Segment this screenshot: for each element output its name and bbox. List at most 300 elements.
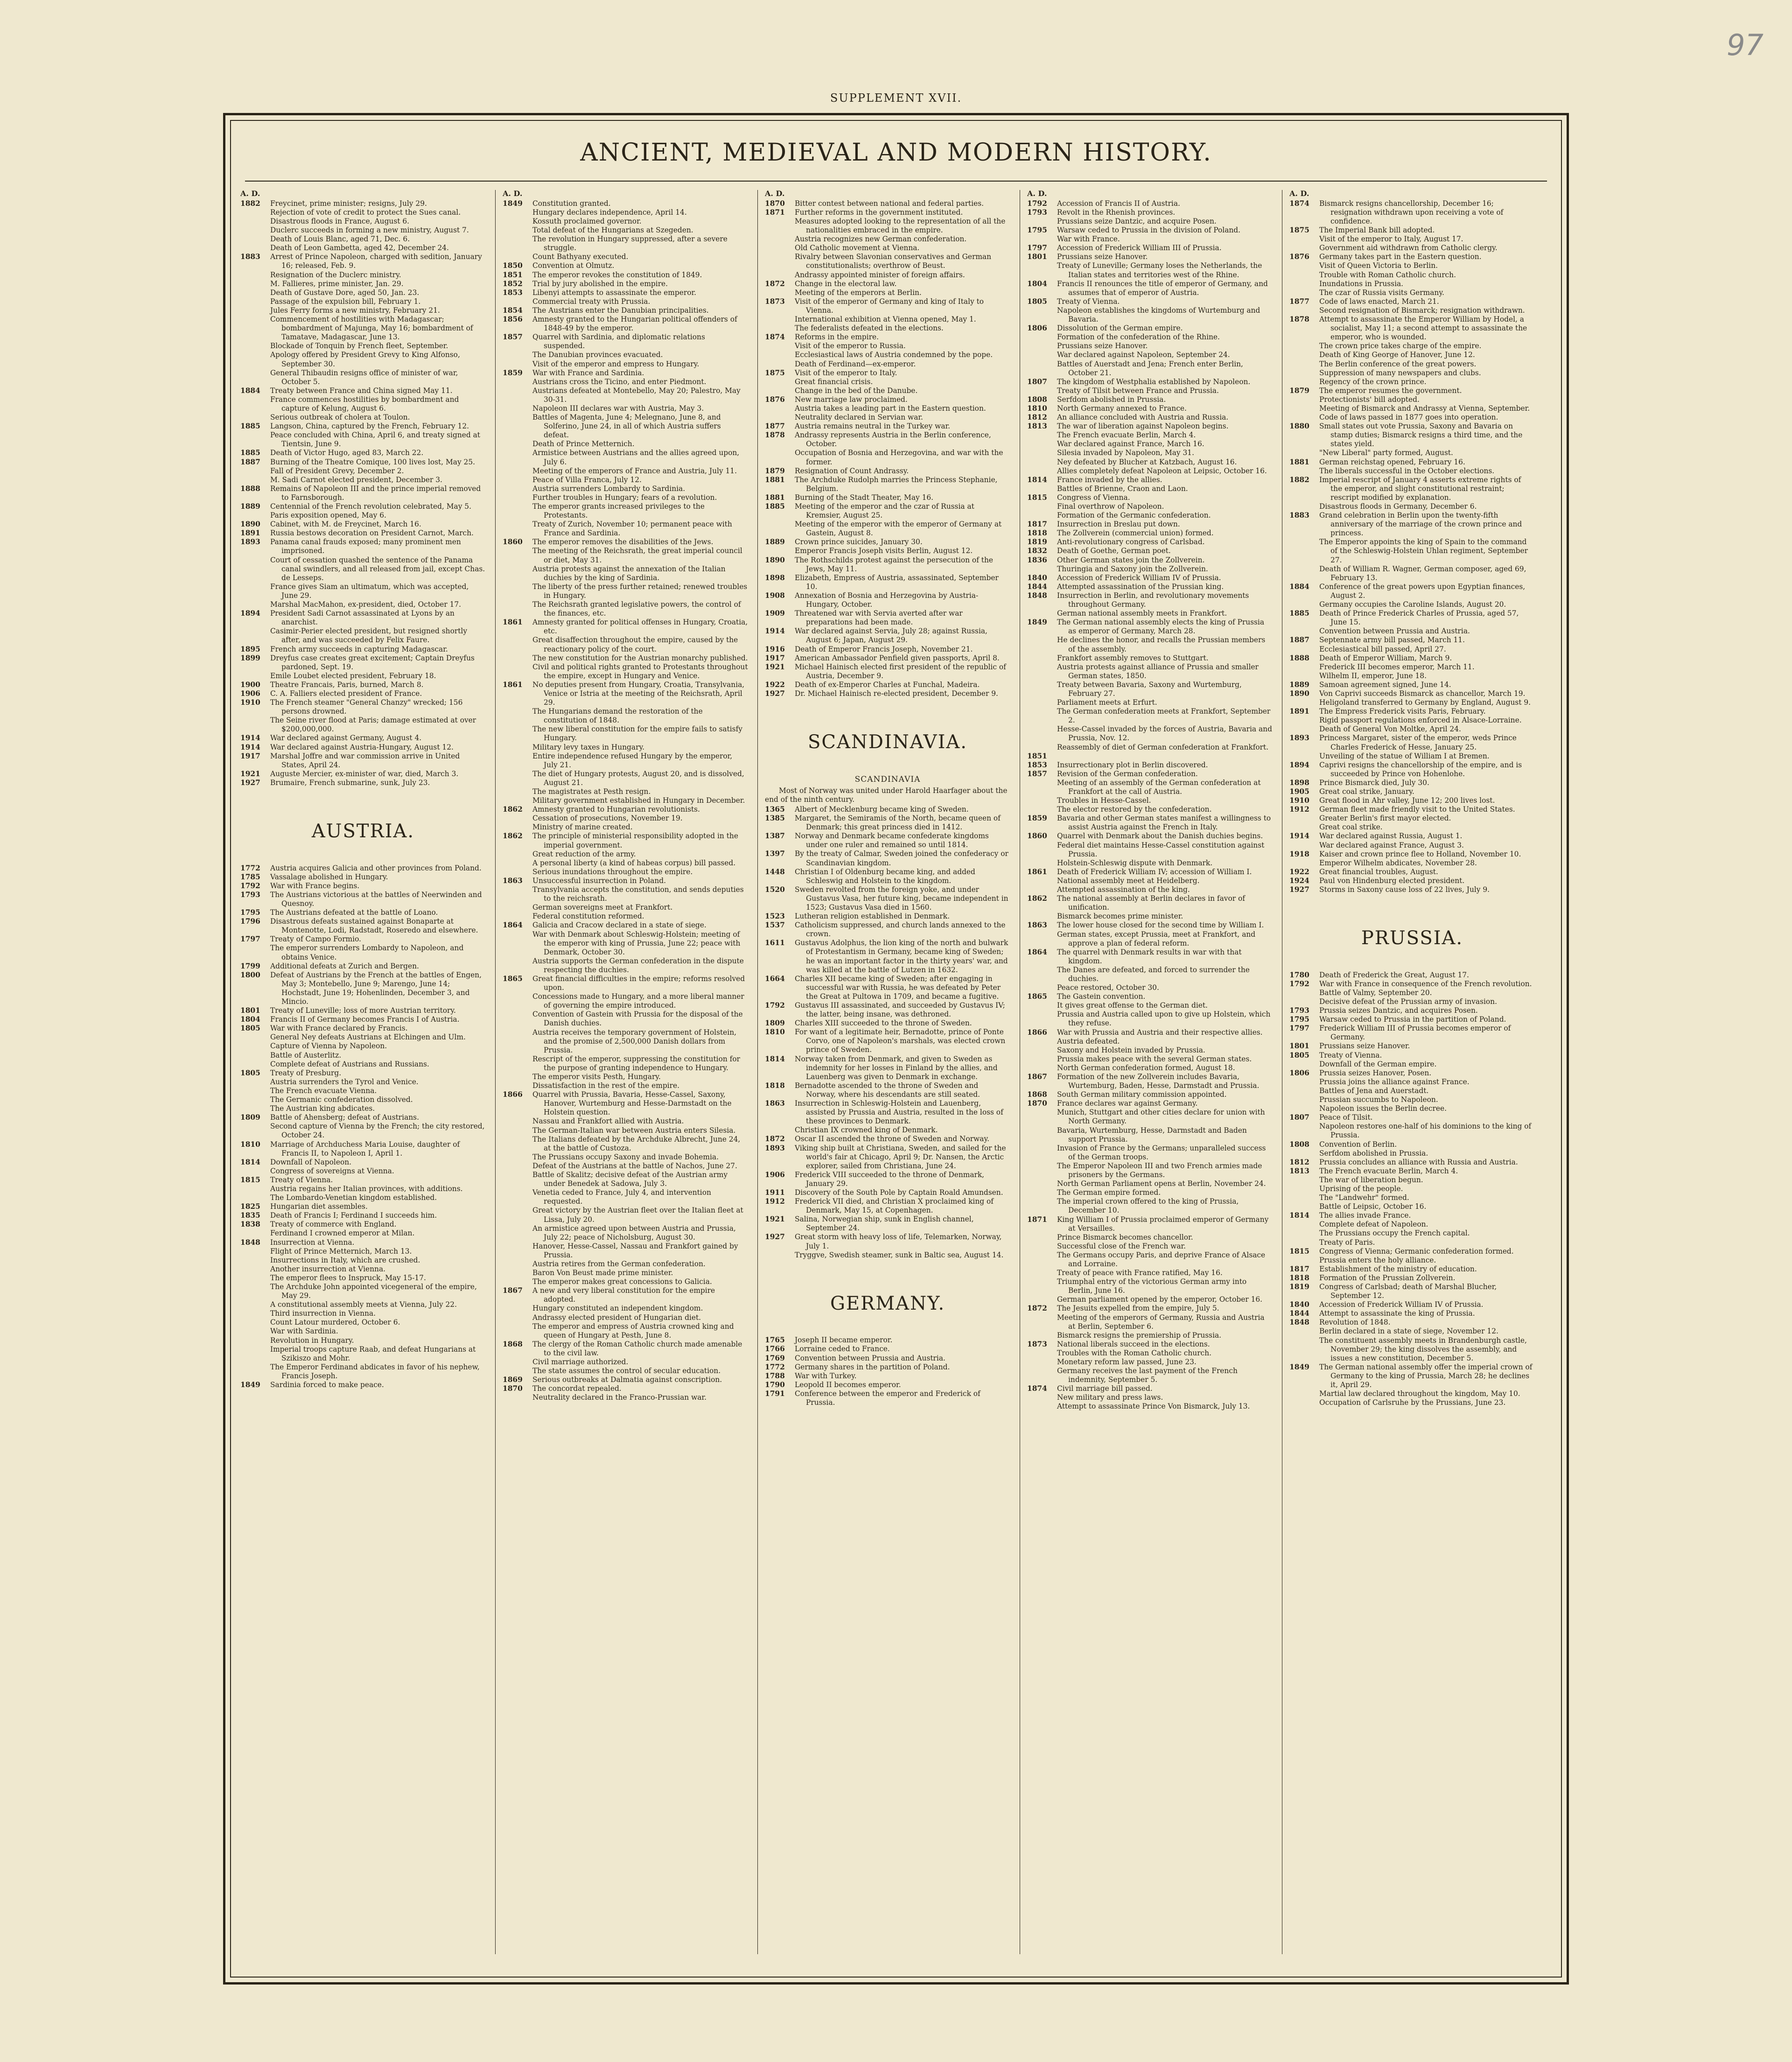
history-entry xyxy=(240,306,486,315)
entry-text: The Danes are defeated, and forced to surrender the duchies. xyxy=(1057,965,1250,983)
entry-year xyxy=(1027,983,1057,992)
entry-text: Meeting of the emperors at Berlin. xyxy=(795,288,922,297)
entry-text: Treaty of peace with France ratified, May 16. xyxy=(1057,1269,1223,1277)
entry-year xyxy=(240,1318,270,1327)
entry-year: 1805 xyxy=(240,1068,260,1077)
entry-year xyxy=(240,1042,270,1051)
entry-year xyxy=(1289,1327,1319,1336)
entry-text: Austria receives the temporary government of Holstein, and the promise of 2,500,000 Danish dollars from Prussia. xyxy=(532,1028,737,1054)
entry-text: Invasion of France by the Germans; unparalleled success of the German troops. xyxy=(1057,1143,1266,1161)
entry-text: Austria retires from the German confederation. xyxy=(532,1259,706,1268)
history-entry xyxy=(240,698,486,716)
entry-text: Kossuth proclaimed governor. xyxy=(532,217,642,226)
entry-text: Old Catholic movement at Vienna. xyxy=(795,244,920,252)
history-entry xyxy=(1289,502,1535,511)
entry-text: Small states out vote Prussia, Saxony and Bavaria on stamp duties; Bismarck resigns a third time, and the states yield. xyxy=(1319,422,1523,449)
entry-year: 1859 xyxy=(1027,814,1047,823)
entry-year xyxy=(503,297,532,306)
entry-text: No deputies present from Hungary, Croatia, Transylvania, Venice or Istria at the meeting of the Reichsrath, April 29. xyxy=(532,680,745,707)
entry-year: 1819 xyxy=(1289,1283,1309,1291)
entry-year xyxy=(1027,1393,1057,1402)
entry-year: 1922 xyxy=(1289,867,1309,876)
history-entry xyxy=(1289,458,1535,467)
history-entry xyxy=(1027,761,1273,770)
entry-text: Visit of the emperor to Italy, August 17. xyxy=(1319,235,1463,244)
entry-year xyxy=(503,378,532,386)
history-entry xyxy=(240,882,486,891)
entry-year xyxy=(1027,912,1057,921)
entry-year: 1806 xyxy=(1027,324,1047,333)
entry-text: Military government established in Hungary in December. xyxy=(532,796,745,805)
history-entry xyxy=(503,208,748,217)
history-entry xyxy=(1289,1193,1535,1202)
history-entry xyxy=(240,1078,486,1087)
history-entry xyxy=(1289,1078,1535,1087)
entry-year xyxy=(1027,1188,1057,1197)
history-entry xyxy=(240,217,486,226)
entry-text: The Austrians defeated at the battle of Loano. xyxy=(270,908,438,917)
history-entry xyxy=(503,1375,748,1384)
entry-text: Treaty of Vienna. xyxy=(270,1175,333,1184)
entry-text: Christian I of Oldenburg became king, and added Schleswig and Holstein to the kingdom. xyxy=(795,867,975,885)
entry-text: The emperor visits Pesth, Hungary. xyxy=(532,1073,661,1081)
entry-text: Downfall of the German empire. xyxy=(1319,1059,1437,1068)
entry-year xyxy=(1027,333,1057,342)
history-entry xyxy=(765,1354,1010,1363)
history-entry xyxy=(765,404,1010,413)
entry-year xyxy=(1289,752,1319,761)
entry-text: Insurrection in Breslau put down. xyxy=(1057,520,1180,529)
history-entry xyxy=(1027,1393,1273,1402)
history-entry xyxy=(1027,1144,1273,1162)
entry-year xyxy=(240,1167,270,1176)
history-entry xyxy=(1027,1046,1273,1055)
history-entry xyxy=(240,199,486,208)
entry-year xyxy=(1289,342,1319,351)
history-entry xyxy=(503,1055,748,1073)
entry-text: Prussians seize Hanover. xyxy=(1057,342,1148,351)
entry-year: 1878 xyxy=(1289,315,1309,324)
entry-year xyxy=(240,1256,270,1265)
history-entry xyxy=(765,1171,1010,1188)
history-entry xyxy=(240,609,486,627)
entry-year xyxy=(503,814,532,823)
entry-year xyxy=(503,440,532,449)
history-entry xyxy=(1289,538,1535,564)
history-entry xyxy=(240,315,486,342)
history-entry xyxy=(503,1081,748,1090)
entry-year xyxy=(1289,502,1319,511)
entry-text: The Imperial Bank bill adopted. xyxy=(1319,226,1435,235)
history-entry xyxy=(1027,1055,1273,1064)
history-entry xyxy=(1027,1179,1273,1188)
entry-year xyxy=(1027,1108,1057,1126)
history-entry xyxy=(1027,894,1273,912)
entry-text: Death of ex-Emperor Charles at Funchal, Madeira. xyxy=(795,680,980,689)
entry-year xyxy=(240,1122,270,1140)
entry-year: 1861 xyxy=(1027,867,1047,876)
history-entry xyxy=(765,297,1010,315)
entry-year xyxy=(1027,467,1057,476)
entry-text: Formation of the new Zollverein includes Bavaria, Wurtemburg, Baden, Hesse, Darmstadt and Prussia. xyxy=(1057,1073,1260,1090)
history-entry xyxy=(240,244,486,252)
history-entry xyxy=(1027,618,1273,636)
history-entry xyxy=(1289,476,1535,502)
entry-year xyxy=(503,957,532,975)
entry-text: A personal liberty (a kind of habeas corpus) bill passed. xyxy=(532,858,736,867)
entry-text: The principle of ministerial responsibility adopted in the imperial government. xyxy=(532,832,738,849)
entry-text: The clergy of the Roman Catholic church made amenable to the civil law. xyxy=(532,1340,742,1357)
entry-year: 1884 xyxy=(240,386,260,395)
history-entry xyxy=(503,868,748,877)
entry-text: North German confederation formed, August 18. xyxy=(1057,1063,1235,1072)
entry-year xyxy=(1289,1202,1319,1211)
entry-year xyxy=(1027,1144,1057,1162)
entry-year xyxy=(1289,1104,1319,1113)
entry-text: The liberals successful in the October elections. xyxy=(1319,466,1495,475)
history-entry xyxy=(1289,1140,1535,1149)
entry-text: War with France. xyxy=(1057,235,1120,244)
entry-year: 1895 xyxy=(240,645,260,653)
frame-inner-border xyxy=(230,120,1562,1978)
history-entry xyxy=(765,333,1010,342)
entry-text: Great reduction of the army. xyxy=(532,849,636,858)
entry-year xyxy=(503,1367,532,1375)
history-entry xyxy=(765,502,1010,520)
entry-text: Death of Emperor William, March 9. xyxy=(1319,653,1452,662)
entry-year: 1857 xyxy=(503,333,523,342)
entry-year xyxy=(503,360,532,369)
page-number: 97 xyxy=(1727,28,1764,62)
entry-text: Serious inundations throughout the empire. xyxy=(532,867,693,876)
intro-paragraph: Most of Norway was united under Harold Haarfager about the end of the ninth century. xyxy=(765,786,1008,804)
entry-year: 1848 xyxy=(1289,1318,1309,1327)
entry-year: 1832 xyxy=(1027,547,1047,555)
history-entry xyxy=(503,520,748,538)
entry-year: 1387 xyxy=(765,832,785,841)
entry-text: Grand celebration in Berlin upon the twenty-fifth anniversary of the marriage of the crown prince and princess. xyxy=(1319,511,1522,538)
history-entry xyxy=(1289,600,1535,609)
entry-year xyxy=(1289,725,1319,734)
history-entry xyxy=(240,779,486,787)
entry-text: Treaty of Campo Formio. xyxy=(270,935,361,944)
entry-year xyxy=(1289,1229,1319,1238)
entry-year: 1537 xyxy=(765,921,785,930)
entry-text: Gustavus Adolphus, the lion king of the north and bulwark of Protestantism in Germany, became king of Sweden; he was an important factor in the thirty years' war, and was killed at the battle of Lutzen in 1632. xyxy=(795,939,1008,974)
history-entry xyxy=(1027,324,1273,333)
entry-text: Norway and Denmark became confederate kingdoms under one ruler and remained so until 1814. xyxy=(795,832,989,849)
history-entry xyxy=(240,1185,486,1193)
history-entry xyxy=(240,1193,486,1202)
history-entry xyxy=(1027,1295,1273,1304)
entry-text: Great victory by the Austrian fleet over the Italian fleet at Lissa, July 20. xyxy=(532,1206,743,1224)
history-entry xyxy=(1289,752,1535,761)
entry-year: 1889 xyxy=(1289,680,1309,689)
entry-year: 1872 xyxy=(765,279,785,288)
entry-year: 1879 xyxy=(765,466,785,475)
history-entry xyxy=(765,431,1010,449)
entry-year xyxy=(240,1087,270,1095)
entry-text: New marriage law proclaimed. xyxy=(795,395,908,404)
entry-text: Insurrectionary plot in Berlin discovered. xyxy=(1057,760,1208,769)
entry-year xyxy=(1027,1349,1057,1358)
history-entry xyxy=(240,1229,486,1238)
history-entry xyxy=(503,502,748,520)
entry-text: Treaty of Luneville; loss of more Austrian territory. xyxy=(270,1006,456,1015)
history-entry xyxy=(503,226,748,235)
entry-year: 1814 xyxy=(1027,475,1047,484)
history-entry xyxy=(1289,261,1535,270)
entry-year xyxy=(1027,1010,1057,1028)
entry-year xyxy=(765,315,795,324)
history-entry xyxy=(240,431,486,449)
entry-year xyxy=(240,271,270,280)
entry-year xyxy=(503,796,532,805)
entry-year: 1813 xyxy=(1027,422,1047,431)
entry-year xyxy=(503,912,532,921)
entry-year xyxy=(240,208,270,217)
history-entry xyxy=(240,369,486,386)
entry-text: Insurrection in Berlin, and revolutionary movements throughout Germany. xyxy=(1057,591,1249,609)
history-entry xyxy=(1027,1162,1273,1179)
entry-text: The federalists defeated in the elections. xyxy=(795,324,944,333)
entry-text: Meeting of an assembly of the German confederation at Frankfort at the call of Austria. xyxy=(1057,778,1261,796)
entry-text: Formation of the confederation of the Rhine. xyxy=(1057,333,1220,342)
entry-year: 1385 xyxy=(765,814,785,823)
entry-year xyxy=(1027,743,1057,752)
history-entry xyxy=(1289,1149,1535,1158)
entry-text: Quarrel with Prussia, Bavaria, Hesse-Cassel, Saxony, Hanover, Wurtemburg and Hesse-Darmstadt on the Holstein question. xyxy=(532,1090,732,1117)
entry-year: 1891 xyxy=(240,529,260,538)
entry-text: Death of Prince Metternich. xyxy=(532,440,635,449)
entry-text: Andrassy elected president of Hungarian diet. xyxy=(532,1313,701,1322)
history-entry xyxy=(240,600,486,609)
history-entry xyxy=(765,1233,1010,1250)
entry-text: Death of General Von Moltke, April 24. xyxy=(1319,725,1461,734)
entry-text: Caprivi resigns the chancellorship of the empire, and is succeeded by Prince von Hohenlohe. xyxy=(1319,760,1522,778)
entry-text: The emperor and empress of Austria crowned king and queen of Hungary at Pesth, June 8. xyxy=(532,1322,734,1340)
history-entry xyxy=(240,1015,486,1024)
entry-text: Battle of Ahensberg; defeat of Austrians. xyxy=(270,1113,419,1122)
entry-year xyxy=(503,484,532,493)
history-entry xyxy=(240,288,486,297)
history-entry xyxy=(1027,484,1273,493)
history-entry xyxy=(240,458,486,467)
entry-year: 1850 xyxy=(503,261,523,270)
history-entry xyxy=(1027,422,1273,431)
history-entry xyxy=(765,1188,1010,1197)
history-entry xyxy=(1027,1269,1273,1277)
entry-year: 1863 xyxy=(503,876,523,885)
entry-text: The Prussians occupy the French capital. xyxy=(1319,1229,1470,1238)
entry-text: France gives Siam an ultimatum, which was accepted, June 29. xyxy=(270,582,469,600)
entry-text: Accession of Francis II of Austria. xyxy=(1057,199,1180,208)
entry-text: Ministry of marine created. xyxy=(532,823,633,832)
entry-text: War with France and Sardinia. xyxy=(532,368,644,377)
entry-year: 1879 xyxy=(1289,386,1309,395)
history-entry xyxy=(1289,1202,1535,1211)
history-entry xyxy=(240,962,486,971)
entry-text: Establishment of the ministry of education. xyxy=(1319,1264,1477,1273)
history-entry xyxy=(1027,431,1273,440)
entry-text: Warsaw ceded to Prussia in the division of Poland. xyxy=(1057,226,1241,235)
entry-text: Death of Goethe, German poet. xyxy=(1057,547,1171,555)
entry-text: M. Fallieres, prime minister, Jan. 29. xyxy=(270,279,404,288)
history-entry xyxy=(1027,1001,1273,1010)
entry-text: Capture of Vienna by Napoleon. xyxy=(270,1042,387,1051)
entry-text: Attempted assassination of the king. xyxy=(1057,885,1190,894)
entry-year: 1885 xyxy=(1289,609,1309,618)
entry-year xyxy=(240,1104,270,1113)
entry-text: Christian IX crowned king of Denmark. xyxy=(795,1126,938,1135)
entry-text: The Austrian king abdicates. xyxy=(270,1104,375,1113)
entry-year xyxy=(240,315,270,342)
entry-year xyxy=(1289,1122,1319,1140)
entry-text: Greater Berlin's first mayor elected. xyxy=(1319,814,1451,823)
entry-year xyxy=(503,1277,532,1286)
history-entry xyxy=(1289,395,1535,404)
history-entry xyxy=(503,261,748,270)
entry-text: Reassembly of diet of German confederation at Frankfort. xyxy=(1057,743,1269,751)
history-entry xyxy=(1289,1122,1535,1140)
entry-year xyxy=(503,252,532,261)
section-heading: PRUSSIA. xyxy=(1361,927,1463,949)
entry-year xyxy=(503,725,532,743)
history-entry xyxy=(765,939,1010,974)
history-entry xyxy=(503,538,748,547)
entry-year xyxy=(1289,627,1319,636)
entry-text: Treaty of Vienna. xyxy=(1319,1051,1382,1059)
entry-text: Revision of the German confederation. xyxy=(1057,769,1198,778)
history-entry xyxy=(1027,752,1273,761)
history-entry xyxy=(765,885,1010,912)
entry-text: Attempt to assassinate Prince Von Bismarck, July 13. xyxy=(1057,1402,1250,1411)
entry-text: Constitution granted. xyxy=(532,199,611,208)
entry-year xyxy=(503,1073,532,1081)
history-entry xyxy=(1289,1336,1535,1363)
history-entry xyxy=(240,556,486,582)
history-entry xyxy=(1289,271,1535,280)
entry-text: Federal constitution reformed. xyxy=(532,912,644,921)
history-entry xyxy=(1027,449,1273,457)
history-entry xyxy=(1027,779,1273,796)
history-entry xyxy=(765,1099,1010,1126)
entry-text: The kingdom of Westphalia established by Napoleon. xyxy=(1057,377,1251,386)
entry-text: War with France begins. xyxy=(270,881,360,890)
history-entry xyxy=(503,1304,748,1313)
entry-year xyxy=(240,244,270,252)
history-entry xyxy=(240,208,486,217)
history-entry xyxy=(765,413,1010,422)
entry-text: Successful close of the French war. xyxy=(1057,1241,1186,1250)
entry-text: Treaty of Vienna. xyxy=(1057,297,1120,306)
history-entry xyxy=(1289,850,1535,859)
entry-year xyxy=(503,1269,532,1277)
entry-text: Baron Von Beust made prime minister. xyxy=(532,1269,673,1277)
entry-text: Commencement of hostilities with Madagascar; bombardment of Majunga, May 16; bombardment of Tamatave, Madagascar, June 13. xyxy=(270,315,473,342)
history-entry xyxy=(1289,814,1535,823)
page-frame xyxy=(223,113,1569,1985)
entry-year xyxy=(1027,306,1057,324)
entry-year: 1772 xyxy=(240,863,260,872)
entry-year: 1818 xyxy=(765,1081,785,1090)
entry-text: Death of Francis I; Ferdinand I succeeds him. xyxy=(270,1211,437,1220)
history-entry xyxy=(503,1277,748,1286)
entry-text: French army succeeds in capturing Madagascar. xyxy=(270,645,448,653)
entry-text: Marriage of Archduchess Maria Louise, daughter of Francis II, to Napoleon I, April 1. xyxy=(270,1140,460,1157)
entry-text: Decisive defeat of the Prussian army of invasion. xyxy=(1319,997,1497,1006)
entry-year: 1792 xyxy=(765,1001,785,1010)
history-entry xyxy=(765,288,1010,297)
entry-year: 1817 xyxy=(1289,1264,1309,1273)
history-entry xyxy=(765,1055,1010,1081)
entry-text: Trial by jury abolished in the empire. xyxy=(532,279,668,288)
entry-year xyxy=(503,449,532,466)
entry-year xyxy=(240,1033,270,1042)
entry-text: An alliance concluded with Austria and Russia. xyxy=(1057,413,1229,422)
entry-year: 1808 xyxy=(1289,1140,1309,1149)
entry-text: By the treaty of Calmar, Sweden joined the confederacy or Scandinavian kingdom. xyxy=(795,849,1008,867)
entry-text: Attempted assassination of the Prussian king. xyxy=(1057,582,1224,591)
entry-text: For want of a legitimate heir, Bernadotte, prince of Ponte Corvo, one of Napoleon's marshals, was elected crown prince of Sweden. xyxy=(795,1028,1006,1054)
history-entry xyxy=(1027,868,1273,877)
history-entry xyxy=(503,288,748,297)
history-entry xyxy=(1289,235,1535,244)
entry-text: Marshal MacMahon, ex-president, died, October 17. xyxy=(270,600,462,609)
entry-text: Battle of Valmy, September 20. xyxy=(1319,988,1432,997)
history-entry xyxy=(1027,1126,1273,1144)
history-entry xyxy=(1027,226,1273,235)
entry-text: Holstein-Schleswig dispute with Denmark. xyxy=(1057,858,1213,867)
history-entry xyxy=(1027,547,1273,555)
entry-year xyxy=(503,404,532,413)
entry-text: Bernadotte ascended to the throne of Sweden and Norway, where his descendants are still seated. xyxy=(795,1081,980,1099)
entry-text: Serious outbreaks at Dalmatia against conscription. xyxy=(532,1375,722,1384)
entry-year xyxy=(240,369,270,386)
history-entry xyxy=(240,252,486,270)
entry-year xyxy=(503,1322,532,1340)
entry-year xyxy=(240,1274,270,1283)
entry-year: 1912 xyxy=(1289,805,1309,814)
entry-year xyxy=(240,1051,270,1060)
entry-text: Change in the electoral law. xyxy=(795,279,897,288)
entry-year xyxy=(503,1171,532,1188)
history-entry xyxy=(240,672,486,680)
entry-text: Code of laws enacted, March 21. xyxy=(1319,297,1439,306)
entry-text: Death of Louis Blanc, aged 71, Dec. 6. xyxy=(270,235,410,244)
entry-year xyxy=(765,547,795,555)
history-entry xyxy=(503,707,748,725)
entry-year xyxy=(1289,271,1319,280)
entry-year: 1800 xyxy=(240,970,260,979)
entry-text: Serious outbreak of cholera at Toulon. xyxy=(270,413,410,422)
entry-year: 1523 xyxy=(765,912,785,921)
column-4 xyxy=(1027,189,1273,1958)
entry-text: Congress of sovereigns at Vienna. xyxy=(270,1166,394,1175)
entry-year xyxy=(1289,261,1319,270)
entry-year xyxy=(503,1028,532,1055)
entry-year: 1870 xyxy=(503,1384,523,1393)
entry-text: Additional defeats at Zurich and Bergen. xyxy=(270,961,419,970)
entry-year xyxy=(1027,1064,1057,1073)
entry-text: Resignation of the Duclerc ministry. xyxy=(270,270,401,279)
title-rule xyxy=(245,181,1547,182)
entry-year xyxy=(1027,1358,1057,1367)
history-entry xyxy=(1027,440,1273,449)
entry-year xyxy=(765,1251,795,1260)
history-entry xyxy=(1027,252,1273,261)
entry-text: The czar of Russia visits Germany. xyxy=(1319,288,1444,297)
